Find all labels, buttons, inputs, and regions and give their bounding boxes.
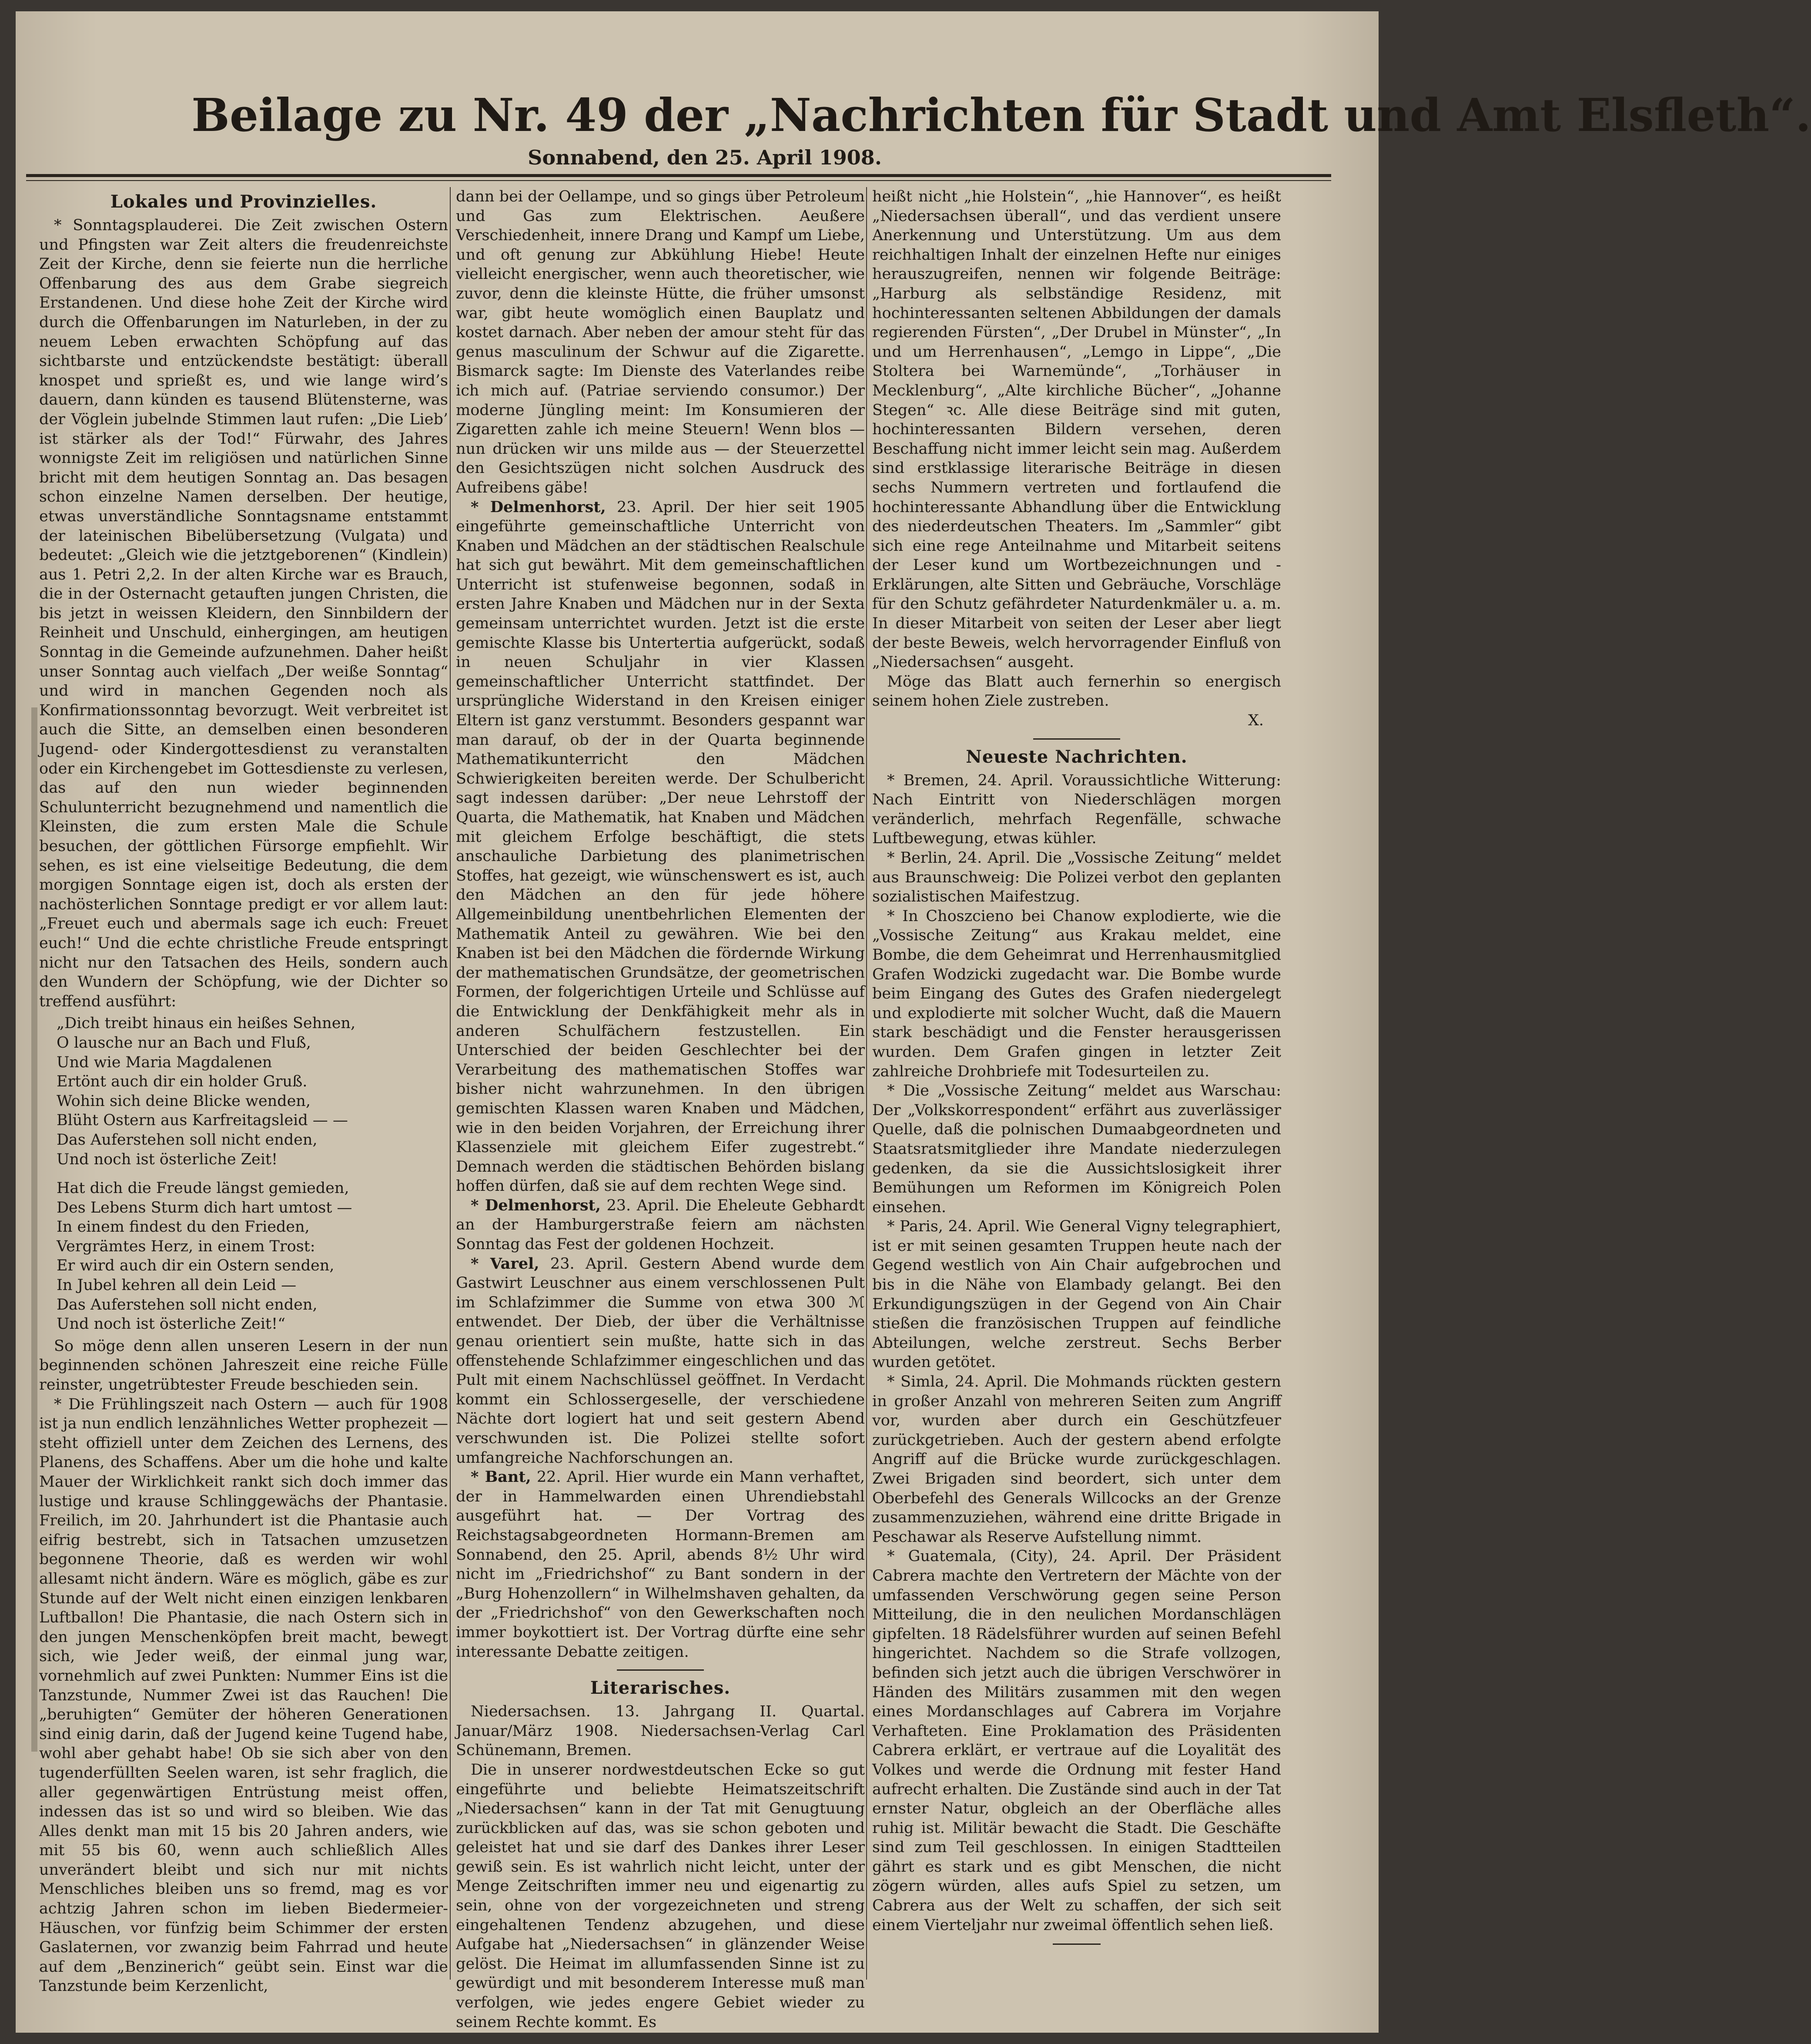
article-fruehlingszeit: * Die Frühlingszeit nach Ostern — auch für 1908 ist ja nun endlich lenzähnliches Wetter prophezeit — steht offiziell unter dem Zeichen des Lernens, des Planens, des Schaffens. Aber um die hohe und kalte Mauer der Wirklichkeit rankt sich doch immer das lustige und krause Schlinggewächs der Phantasie. Freilich, im 20. Jahrhundert ist die Phantasie auch eifrig bestrebt, sich in Tatsachen umzusetzen begonnene Theorie, daß es werden wir wohl allesamt nicht ändern. Wäre es möglich, gäbe es zur Stunde auf der Welt nicht einen einzigen lenkbaren Luftballon! Die Phantasie, die nach Ostern sich in den jungen Menschenköpfen breit macht, bewegt sich, wie Jeder weiß, der einmal jung war, vornehmlich auf zwei Punkten: Nummer Eins ist die Tanzstunde, Nummer Zwei ist das Rauchen! Die „beruhigten“ Gemüter der höheren Generationen sind einig darin, daß der Jugend keine Tugend habe, wohl aber gehabt habe! Ob sie sich aber von den tugenderfüllten Seelen waren, ist sehr fraglich, die aller gegenwärtigen Entrüstung meist offen, indessen das ist so und wird so bleiben. Wie das Alles denkt man mit 15 bis 20 Jahren anders, wie mit 55 bis 60, wenn auch schließlich Alles unverändert bleibt und sich nur mit nichts Menschliches bleiben uns so fremd, mag es vor achtzig Jahren schon im lieben Biedermeier-Häuschen, vor fünfzig beim Schimmer der ersten Gaslaternen, vor zwanzig beim Fahrrad und heute auf dem „Benzinerich“ geübt sein. Einst war die Tanzstunde beim Kerzenlicht, <box>39 1395 448 1995</box>
poem-line: Ertönt auch dir ein holder Gruß. <box>57 1073 308 1091</box>
poem-line: Blüht Ostern aus Karfreitagsleid — — <box>57 1112 348 1129</box>
section-rule <box>617 1669 704 1671</box>
article-text: 23. April. Der hier seit 1905 eingeführte gemeinschaftliche Unterricht von Knaben und Mädchen an der städtischen Realschule hat sich gut bewährt. Mit dem gemeinschaftlichen Unterricht ist stufenweise begonnen, sodaß in ersten Jahre Knaben und Mädchen nur in der Sexta gemeinsam unterrichtet wurden. Jetzt ist die erste gemischte Klasse bis Untertertia aufgerückt, sodaß in neuen Schuljahr in vier Klassen gemeinschaftlicher Unterricht stattfindet. Der ursprüngliche Widerstand in den Kreisen einiger Eltern ist ganz verstummt. Besonders gespannt war man darauf, ob der in der Quarta beginnende Mathematikunterricht den Mädchen Schwierigkeiten bereiten werde. Der Schulbericht sagt indessen darüber: „Der neue Lehrstoff der Quarta, die Mathematik, hat Knaben und Mädchen mit gleichem Erfolge beschäftigt, die stets anschauliche Darbietung des planimetrischen Stoffes, hat gezeigt, wie wünschenswert es ist, auch den Mädchen an den für jede höhere Allgemeinbildung unentbehrlichen Elementen der Mathematik Anteil zu gewähren. Wie bei den Knaben ist bei den Mädchen die fördernde Wirkung der mathematischen Grundsätze, der geometrischen Formen, der folgerichtigen Urteile und Schlüsse auf die Entwicklung der Denkfähigkeit mehr als in anderen Schulfächern festzustellen. Ein Unterschied der beiden Geschlechter bei der Verarbeitung des mathematischen Stoffes war bisher nicht wahrzunehmen. In den übrigen gemischten Klassen waren Knaben und Mädchen, wie in den beiden Vorjahren, der Erreichung ihrer Klassenziele mit gleichem Eifer zugestrebt.“ Demnach werden die städtischen Behörden bislang hoffen dürfen, daß sie auf dem rechten Wege sind. <box>456 498 865 1195</box>
masthead: Beilage zu Nr. 49 der „Nachrichten für Stadt und Amt Elsfleth“. <box>191 88 1811 142</box>
article-text: 23. April. Die Eheleute Gebhardt an der Hamburgerstraße feiern am nächsten Sonntag das Fest der goldenen Hochzeit. <box>456 1196 865 1253</box>
article-bant <box>456 1468 865 1662</box>
poem-line: Vergrämtes Herz, in einem Trost: <box>57 1237 315 1255</box>
news-item-guatemala: * Guatemala, (City), 24. April. Der Präsident Cabrera machte den Vertretern der Mächte von der umfassenden Verschwörung gegen seine Person Mitteilung, die in den neulichen Mordanschlägen gipfelten. 18 Rädelsführer wurden auf seinen Befehl hingerichtet. Nachdem so die Strafe vollzogen, befinden sich jetzt auch die übrigen Verschwörer in Händen des Militärs zusammen mit den wegen eines Mordanschlages auf Cabrera im Vorjahre Verhafteten. Eine Proklamation des Präsidenten Cabrera erklärt, er vertraue auf die Loyalität des Volkes und werde die Ordnung mit fester Hand aufrecht erhalten. Die Zustände sind auch in der Tat ernster Natur, obgleich an der Oberfläche alles ruhig ist. Militär bewacht die Stadt. Die Geschäfte sind zum Teil geschlossen. In einigen Stadtteilen gährt es stark und es gibt Menschen, die nicht zögern würden, alles aufs Spiel zu setzen, um Cabrera aus der Welt zu schaffen, der sich seit einem Vierteljahr nur zweimal öffentlich sehen ließ. <box>872 1548 1281 1934</box>
poem-line: Er wird auch dir ein Ostern senden, <box>57 1257 335 1275</box>
poem-line: Und noch ist österliche Zeit! <box>57 1150 278 1168</box>
review-lead: Niedersachsen. 13. Jahrgang II. Quartal. Januar/März 1908. Niedersachsen-Verlag Carl Schünemann, Bremen. <box>456 1703 865 1759</box>
poem-line: Des Lebens Sturm dich hart umtost — <box>57 1199 352 1216</box>
article-paragraph: So möge denn allen unseren Lesern in der nun beginnenden schönen Jahreszeit eine reiche Fülle reinster, ungetrübtester Freude beschieden sein. <box>39 1337 448 1394</box>
poem-line: Und wie Maria Magdalenen <box>57 1053 272 1071</box>
end-rule <box>1053 1943 1101 1945</box>
news-item-simla: * Simla, 24. April. Die Mohmands rückten gestern in großer Anzahl von mehreren Seiten zum Angriff vor, wurden aber durch ein Geschützfeuer zurückgetrieben. Auch der gestern abend erfolgte Angriff auf die Brücke wurde zurückgeschlagen. Zwei Brigaden sind beordert, sich unter dem Oberbefehl des Generals Willcocks an der Grenze zusammenzuziehen, während eine dritte Brigade in Peschawar als Reserve Aufstellung nimmt. <box>872 1373 1281 1546</box>
dateline-place: * Varel, <box>471 1254 539 1273</box>
dateline: Sonnabend, den 25. April 1908. <box>528 146 882 169</box>
section-title-local: Lokales und Provinzielles. <box>110 191 377 212</box>
review-text: Die in unserer nordwestdeutschen Ecke so gut eingeführte und beliebte Heimatszeitschrift „Niedersachsen“ kann in der Tat mit Genugtuung zurückblicken auf das, was sie schon geboten und geleistet hat und sie darf des Dankes ihrer Leser gewiß sein. Es ist wahrlich nicht leicht, unter der Menge Zeitschriften immer neu und eigenartig zu sein, ohne von der vorgezeichneten und streng eingehaltenen Tendenz abzugehen, und diese Aufgabe hat „Niedersachsen“ in glänzender Weise gelöst. Die Heimat im allumfassenden Sinne ist zu gewürdigt und mit besonderem Interesse muß man verfolgen, wie jedes engere Gebiet wieder zu seinem Rechte kommt. Es <box>456 1761 865 2031</box>
section-rule <box>1033 738 1120 740</box>
column-divider <box>866 187 867 1980</box>
page-edge-shadow <box>31 707 37 1752</box>
article-sonntagsplauderei: * Sonntagsplauderei. Die Zeit zwischen Ostern und Pfingsten war Zeit alters die freudenreichste Zeit der Kirche, denn sie feierte nun die herrliche Offenbarung des aus dem Grabe siegreich Erstandenen. Und diese hohe Zeit der Kirche wird durch die Offenbarungen im Naturleben, in der zu neuem Leben erwachten Schöpfung auf das sichtbarste und entzückendste bestätigt: überall knospet und sprießt es, und wie lange wird’s dauern, dann künden es tausend Blütensterne, was der Vöglein jubelnde Stimmen laut rufen: „Die Lieb’ ist stärker als der Tod!“ Fürwahr, des Jahres wonnigste Zeit im religiösen und natürlichen Sinne bricht mit dem heutigen Sonntag an. Das besagen schon einzelne Namen derselben. Der heutige, etwas unverständliche Sonntagsname entstammt der lateinischen Bibelübersetzung (Vulgata) und bedeutet: „Gleich wie die jetztgeborenen“ (Kindlein) aus 1. Petri 2,2. In der alten Kirche war es Brauch, die in der Osternacht getauften jungen Christen, die bis jetzt in weissen Kleidern, den Sinnbildern der Reinheit und Unschuld, einhergingen, am heutigen Sonntag in die Gemeinde aufzunehmen. Daher heißt unser Sonntag auch vielfach „Der weiße Sonntag“ und wird in manchen Gegenden noch als Konfirmationssonntag bevorzugt. Weit verbreitet ist auch die Sitte, an demselben einen besonderen Jugend- oder Kindergottesdienst zu veranstalten oder ein Kirchengebet im Gottesdienste zu verlesen, das auf den nun wieder beginnenden Schulunterricht bezugnehmend und namentlich die Kleinsten, die zum ersten Male die Schule besuchen, der göttlichen Fürsorge empfiehlt. Wir sehen, es ist eine vielseitige Bedeutung, die dem morgigen Sonntage eigen ist, doch als ersten der nachösterlichen Sonntage predigt er vor allem laut: „Freuet euch und abermals sage ich euch: Freuet euch!“ Und die echte christliche Freude entspringt nicht nur den Tatsachen des Heils, sondern auch den Wundern der Schöpfung, wie der Dichter so treffend ausführt: <box>39 217 448 1010</box>
column-divider <box>450 187 451 1980</box>
column-1 <box>39 187 448 1995</box>
article-text: 23. April. Gestern Abend wurde dem Gastwirt Leuschner aus einem verschlossenen Pult im Schlafzimmer die Summe von etwa 300 ℳ entwendet. Der Dieb, der über die Verhältnisse genau orientiert sein mußte, hatte sich in das offenstehende Schlafzimmer eingeschlichen und das Pult mit einem Nachschlüssel geöffnet. In Verdacht kommt ein Schlossergeselle, der verschiedene Nächte dort logiert hat und seit gestern Abend verschwunden ist. Die Polizei stellte sofort umfangreiche Nachforschungen an. <box>456 1255 865 1467</box>
dateline-place: * Bant, <box>471 1468 531 1486</box>
news-item-bremen: * Bremen, 24. April. Voraussichtliche Witterung: Nach Eintritt von Niederschlägen morgen veränderlich, mehrfach Regenfälle, schwache Luftbewegung, etwas kühler. <box>872 771 1281 848</box>
poem-line: Wohin sich deine Blicke wenden, <box>57 1092 311 1110</box>
header-rule-thin <box>26 180 1331 181</box>
poem-line: Das Auferstehen soll nicht enden, <box>57 1131 318 1149</box>
section-title-news: Neueste Nachrichten. <box>966 746 1188 767</box>
article-text: 22. April. Hier wurde ein Mann verhaftet, der in Hammelwarden einen Uhrendiebstahl ausgeführt hat. — Der Vortrag des Reichstagsabgeordneten Hormann-Bremen am Sonnabend, den 25. April, abends 8½ Uhr wird nicht im „Friedrichshof“ zu Bant sondern in der „Burg Hohenzollern“ in Wilhelmshaven gehalten, da der „Friedrichshof“ von den Gewerkschaften noch immer boykottiert ist. Der Vortrag dürfte eine sehr interessante Debatte zeitigen. <box>456 1468 865 1661</box>
poem-line: Hat dich die Freude längst gemieden, <box>57 1179 349 1197</box>
author-signature: X. <box>1248 712 1264 730</box>
poem <box>57 1014 448 1334</box>
poem-line: Und noch ist österliche Zeit!“ <box>57 1315 285 1333</box>
article-delmenhorst-school <box>456 498 865 1196</box>
news-item-paris: * Paris, 24. April. Wie General Vigny telegraphiert, ist er mit seinen gesamten Truppen heute nach der Gegend westlich von Ain Chair aufgebrochen und bis in die Nähe von Elambady gelangt. Bei den Erkundigungszügen in der Gegend von Ain Chair stießen die französischen Truppen auf feindliche Abteilungen, welche zerstreut. Sechs Berber wurden getötet. <box>872 1218 1281 1371</box>
news-item-berlin: * Berlin, 24. April. Die „Vossische Zeitung“ meldet aus Braunschweig: Die Polizei verbot den geplanten sozialistischen Maifestzug. <box>872 849 1281 906</box>
poem-line: Das Auferstehen soll nicht enden, <box>57 1296 318 1314</box>
review-continuation: heißt nicht „hie Holstein“, „hie Hannover“, es heißt „Niedersachsen überall“, und das verdient unsere Anerkennung und Unterstützung. Um aus dem reichhaltigen Inhalt der einzelnen Hefte nur einiges herauszugreifen, nennen wir folgende Beiträge: „Harburg als selbständige Residenz, mit hochinteressanten seltenen Abbildungen der damals regierenden Fürsten“, „Der Drubel in Münster“, „In und um Herrenhausen“, „Lemgo in Lippe“, „Die Stoltera bei Warnemünde“, „Torhäuser in Mecklenburg“, „Alte kirchliche Bücher“, „Johanne Stegen“ ꝛc. Alle diese Beiträge sind mit guten, hochinteressanten Bildern versehen, deren Beschaffung nicht immer leicht sein mag. Außerdem sind erstklassige literarische Beiträge in diesen sechs Nummern vertreten und fortlaufend die hochinteressante Abhandlung über die Entwicklung des niederdeutschen Theaters. Im „Sammler“ gibt sich eine rege Anteilnahme und Mitarbeit seitens der Leser kund um Wortbezeichnungen und -Erklärungen, alte Sitten und Gebräuche, Vorschläge für den Schutz gefährdeter Naturdenkmäler u. a. m. In dieser Mitarbeit von seiten der Leser aber liegt der beste Beweis, welch hervorragender Einfluß von „Niedersachsen“ ausgeht. <box>872 188 1281 671</box>
news-item-choszcieno: * In Choszcieno bei Chanow explodierte, wie die „Vossische Zeitung“ aus Krakau meldet, eine Bombe, die dem Geheimrat und Herrenhausmitglied Grafen Wodzicki zugedacht war. Die Bombe wurde beim Eingang des Gutes des Grafen niedergelegt und explodierte mit solcher Wucht, daß die Mauern stark beschädigt und die Fenster herausgerissen wurden. Dem Grafen gingen in letzter Zeit zahlreiche Drohbriefe mit Todesurteilen zu. <box>872 907 1281 1080</box>
poem-line: In Jubel kehren all dein Leid — <box>57 1277 297 1294</box>
news-item-warschau: * Die „Vossische Zeitung“ meldet aus Warschau: Der „Volkskorrespondent“ erfährt aus zuverlässiger Quelle, daß die polnischen Dumaabgeordneten und Staatsratsmitglieder ihre Mandate niederzulegen gedenken, da sie die Aussichtslosigkeit ihrer Bemühungen um Reformen im Königreich Polen einsehen. <box>872 1082 1281 1216</box>
dateline-place: * Delmenhorst, <box>471 1196 601 1214</box>
article-delmenhorst-wedding <box>456 1196 865 1254</box>
article-varel <box>456 1254 865 1468</box>
review-closing: Möge das Blatt auch fernerhin so energisch seinem hohen Ziele zustreben. <box>872 673 1281 710</box>
header-rule <box>26 174 1331 177</box>
column-2 <box>456 187 865 2031</box>
poem-line: „Dich treibt hinaus ein heißes Sehnen, <box>57 1015 356 1032</box>
article-continuation: dann bei der Oellampe, und so gings über Petroleum und Gas zum Elektrischen. Aeußere Verschiedenheit, innere Drang und Kampf um Liebe, und oft genung zur Abkühlung Hiebe! Heute vielleicht energischer, wenn auch theoretischer, wie zuvor, denn die kleinste Hütte, die früher umsonst war, gibt heute womöglich einen Bauplatz und kostet darnach. Aber neben der amour steht für das genus masculinum der Schwur auf die Zigarette. Bismarck sagte: Im Dienste des Vaterlandes reibe ich mich auf. (Patriae serviendo consumor.) Der moderne Jüngling meint: Im Konsumieren der Zigaretten zahle ich meine Steuern! Wenn blos — nun drücken wir uns milde aus — der Steuerzettel den Gesichtszügen nicht solchen Ausdruck des Aufreibens gäbe! <box>456 188 865 496</box>
poem-line: O lausche nur an Bach und Fluß, <box>57 1034 311 1052</box>
stanza-gap <box>57 1169 448 1179</box>
dateline-place: * Delmenhorst, <box>471 498 606 516</box>
section-title-literary: Literarisches. <box>590 1678 731 1699</box>
column-3 <box>872 187 1281 1988</box>
poem-line: In einem findest du den Frieden, <box>57 1218 310 1236</box>
